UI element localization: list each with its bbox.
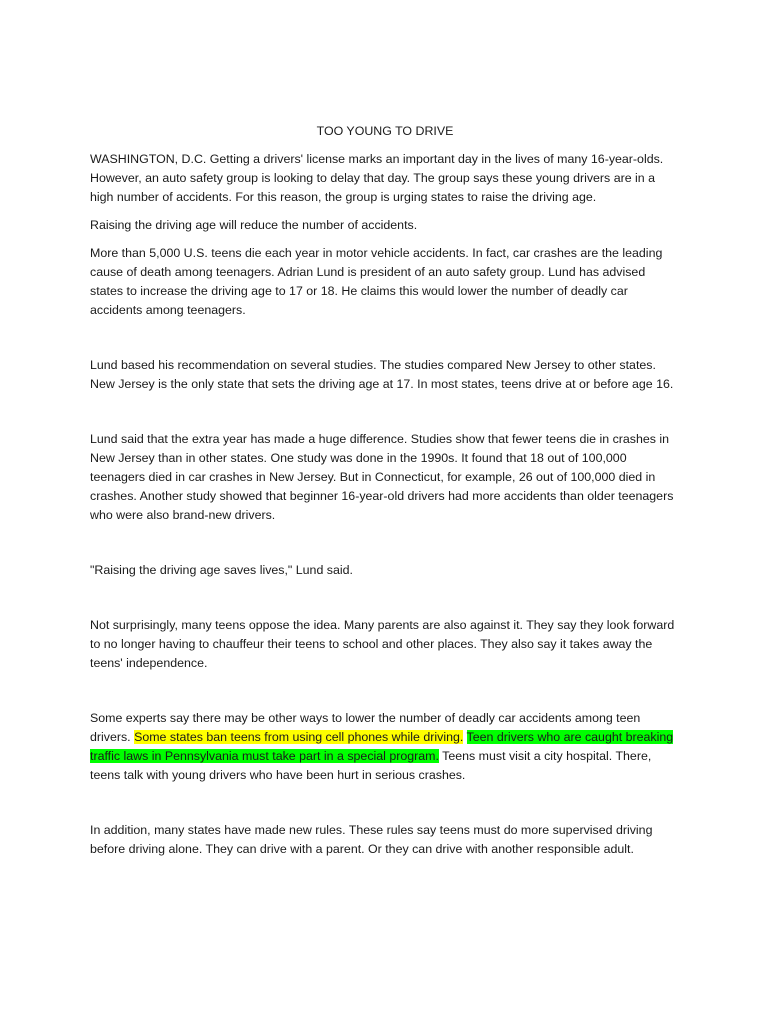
highlight-green-text: Teen drivers who are caught breaking traffic laws in Pennsylvania must take part in a special program.: [90, 730, 674, 763]
paragraph-quote: "Raising the driving age saves lives," Lund said.: [90, 563, 353, 577]
paragraph-statistics: More than 5,000 U.S. teens die each year in motor vehicle accidents. In fact, car crashes are the leading cause of death among teenagers. Adrian Lund is president of an auto safety group. Lund has advised states to increase the driving age to 17 or 18. He claims this would lower the number of deadly car accidents among teenagers.: [90, 246, 663, 317]
highlight-yellow-text: Some states ban teens from using cell phones while driving.: [134, 730, 464, 744]
paragraph-alternatives: [90, 709, 680, 785]
alternatives-lead-text: Some experts say there may be other ways to lower the number of deadly car accidents among teen drivers.: [90, 711, 641, 744]
paragraph-new-rules: In addition, many states have made new rules. These rules say teens must do more supervised driving before driving alone. They can drive with a parent. Or they can drive with another responsible adult.: [90, 823, 653, 856]
alternatives-tail-text: Teens must visit a city hospital. There, teens talk with young drivers who have been hurt in serious crashes.: [90, 749, 652, 782]
paragraph-recommendation: Lund based his recommendation on several studies. The studies compared New Jersey to other states. New Jersey is the only state that sets the driving age at 17. In most states, teens drive at or before age 16.: [90, 358, 674, 391]
document-title: TOO YOUNG TO DRIVE: [316, 124, 454, 138]
paragraph-opposition: Not surprisingly, many teens oppose the idea. Many parents are also against it. They say they look forward to no longer having to chauffeur their teens to school and other places. They also say it takes away the teens' independence.: [90, 618, 675, 670]
paragraph-thesis: Raising the driving age will reduce the number of accidents.: [90, 218, 418, 232]
document-page: [90, 122, 680, 868]
paragraph-studies: Lund said that the extra year has made a huge difference. Studies show that fewer teens die in crashes in New Jersey than in other states. One study was done in the 1990s. It found that 18 out of 100,000 teenagers died in car crashes in New Jersey. But in Connecticut, for example, 26 out of 100,000 died in crashes. Another study showed that beginner 16-year-old drivers had more accidents than older teenagers who were also brand-new drivers.: [90, 432, 674, 522]
paragraph-intro: WASHINGTON, D.C. Getting a drivers' license marks an important day in the lives of many 16-year-olds. However, an auto safety group is looking to delay that day. The group says these young drivers are in a high number of accidents. For this reason, the group is urging states to raise the driving age.: [90, 152, 664, 204]
